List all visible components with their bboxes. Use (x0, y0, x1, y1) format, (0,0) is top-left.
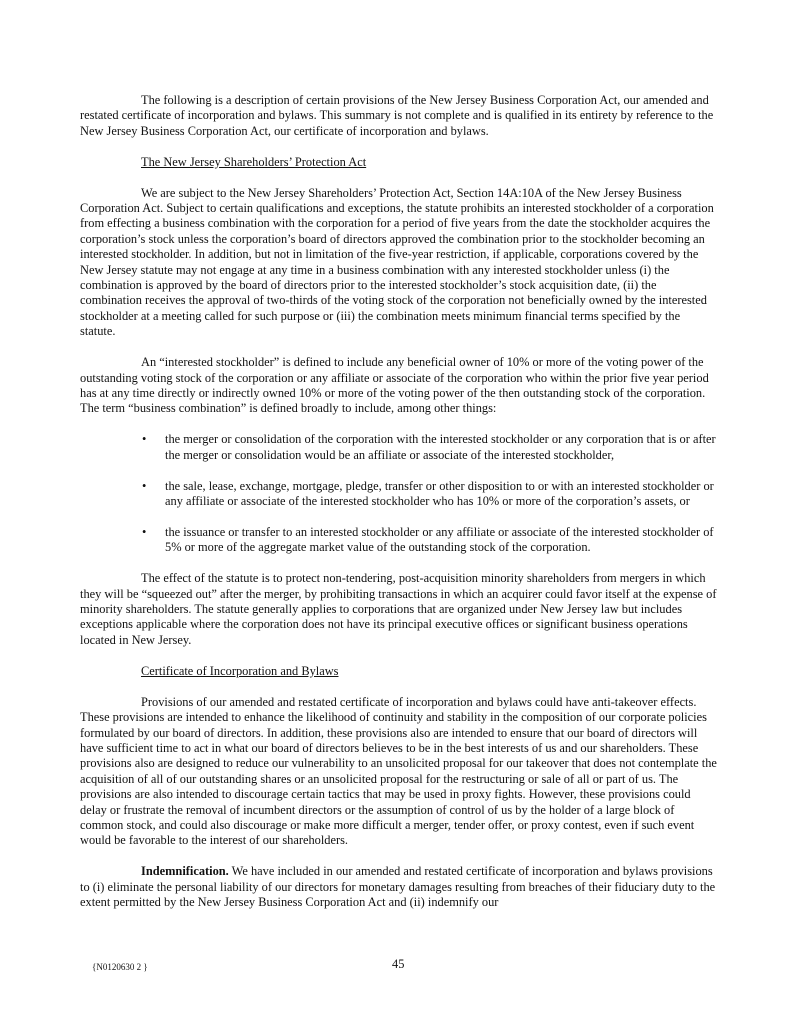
footer-document-code: {N0120630 2 } (92, 962, 148, 972)
section-heading-shareholders-protection-act: The New Jersey Shareholders’ Protection Act (141, 154, 367, 169)
list-item-text: the issuance or transfer to an interested stockholder or any affiliate or associate of the interested stockholder of 5% or more of the aggregate market value of the outstanding stock of the corporation. (165, 524, 714, 555)
business-combination-list (80, 432, 718, 555)
anti-takeover-paragraph: Provisions of our amended and restated certificate of incorporation and bylaws could have anti-takeover effects. These provisions are intended to enhance the likelihood of continuity and stability in the composition of our corporate policies formulated by our board of directors. In addition, these provisions also are intended to ensure that our board of directors will have sufficient time to act in what our board of directors believes to be in the best interests of us and our shareholders. These provisions also are designed to reduce our vulnerability to an unsolicited proposal for our takeover that does not contemplate the acquisition of all of our outstanding shares or an unsolicited proposal for the restructuring or sale of all or part of us. The provisions are also intended to discourage certain tactics that may be used in proxy fights. However, these provisions could delay or frustrate the removal of incumbent directors or the assumption of control of us by the holder of a large block of common stock, and could also discourage or make more difficult a merger, tender offer, or proxy contest, even if such event would be favorable to the interest of our shareholders. (80, 694, 717, 848)
list-item (80, 525, 718, 556)
section-heading-certificate-bylaws: Certificate of Incorporation and Bylaws (141, 663, 339, 678)
indemnification-text: We have included in our amended and restated certificate of incorporation and bylaws provisions to (i) eliminate the personal liability of our directors for monetary damages resulting from breaches of their fiduciary duty to the extent permitted by the New Jersey Business Corporation Act and (ii) indemnify our (80, 864, 716, 910)
list-item (80, 479, 718, 510)
bullet-icon: • (142, 432, 147, 447)
indemnification-paragraph (80, 864, 718, 910)
list-item-text: the merger or consolidation of the corporation with the interested stockholder or any corporation that is or after the merger or consolidation would be an affiliate or associate of the interested stockholder, (165, 432, 716, 462)
shareholders-protection-paragraph: We are subject to the New Jersey Shareholders’ Protection Act, Section 14A:10A of the New Jersey Business Corporation Act. Subject to certain qualifications and exceptions, the statute prohibits an interested stockholder of a corporation from effecting a business combination with the corporation for a period of five years from the date the stockholder acquires the corporation’s stock unless the corporation’s board of directors approved the combination prior to the stockholder becoming an interested stockholder. In addition, but not in limitation of the five-year restriction, if applicable, corporations covered by the New Jersey statute may not engage at any time in a business combination with any interested stockholder unless (i) the combination is approved by the board of directors prior to the interested stockholder’s stock acquisition date, (ii) the combination receives the approval of two-thirds of the voting stock of the corporation not beneficially owned by the interested stockholder at a meeting called for such purpose or (iii) the combination meets minimum financial terms specified by the statute. (80, 185, 714, 339)
document-page (80, 93, 718, 926)
list-item-text: the sale, lease, exchange, mortgage, pledge, transfer or other disposition to or with an interested stockholder or any affiliate or associate of the interested stockholder who has 10% or more of the corporation’s assets, or (165, 478, 714, 509)
page-number: 45 (392, 957, 405, 971)
list-item (80, 432, 718, 463)
intro-paragraph: The following is a description of certain provisions of the New Jersey Business Corporation Act, our amended and restated certificate of incorporation and bylaws. This summary is not complete and is qualified in its entirety by reference to the New Jersey Business Corporation Act, our certificate of incorporation and bylaws. (80, 93, 714, 138)
interested-stockholder-paragraph: An “interested stockholder” is defined to include any beneficial owner of 10% or more of the voting power of the outstanding voting stock of the corporation or any affiliate or associate of the corporation who within the prior five year period has at any time directly or indirectly owned 10% or more of the voting power of the then outstanding stock of the corporation. The term “business combination” is defined broadly to include, among other things: (80, 355, 709, 416)
statute-effect-paragraph: The effect of the statute is to protect non-tendering, post-acquisition minority shareholders from mergers in which they will be “squeezed out” after the merger, by prohibiting transactions in which an acquirer could favor itself at the expense of minority shareholders. The statute generally applies to corporations that are organized under New Jersey law but includes exceptions applicable where the corporation does not have its principal executive offices or significant business operations located in New Jersey. (80, 571, 717, 647)
indemnification-lead: Indemnification. (141, 864, 229, 879)
bullet-icon: • (142, 478, 147, 493)
bullet-icon: • (142, 524, 147, 539)
